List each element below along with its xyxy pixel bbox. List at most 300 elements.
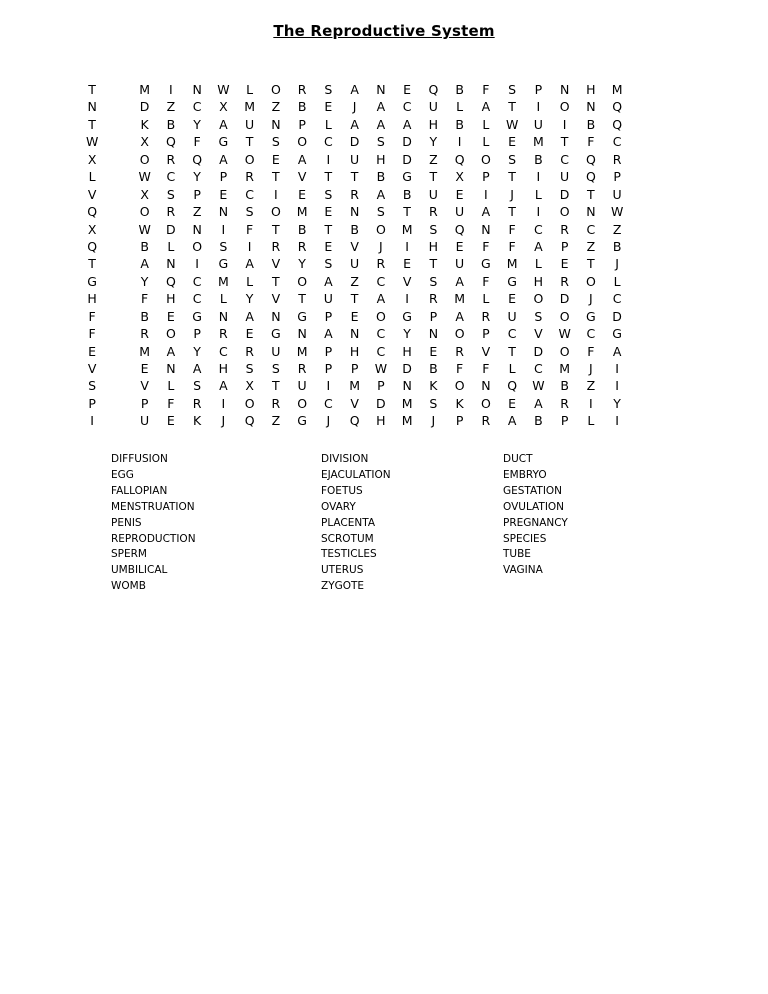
grid-letter[interactable]: W xyxy=(217,82,230,97)
grid-letter[interactable]: Z xyxy=(271,413,281,429)
grid-letter[interactable]: V xyxy=(271,256,281,272)
grid-letter[interactable]: M xyxy=(244,99,256,115)
grid-letter[interactable]: P xyxy=(613,169,621,185)
grid-letter[interactable]: P xyxy=(377,378,385,394)
grid-letter[interactable]: A xyxy=(192,361,202,376)
grid-letter[interactable]: B xyxy=(166,116,176,132)
grid-letter[interactable]: O xyxy=(559,99,570,115)
grid-letter[interactable]: A xyxy=(612,343,622,359)
grid-letter[interactable]: C xyxy=(324,395,333,411)
grid-letter[interactable]: E xyxy=(429,343,438,359)
grid-letter[interactable]: A xyxy=(219,378,228,394)
grid-letter[interactable]: L xyxy=(219,291,227,307)
grid-letter[interactable]: B xyxy=(376,169,386,185)
grid-letter[interactable]: S xyxy=(324,256,333,272)
grid-letter[interactable]: X xyxy=(219,99,228,115)
grid-letter[interactable]: M xyxy=(296,204,308,220)
grid-letter[interactable]: T xyxy=(88,116,96,132)
grid-letter[interactable]: H xyxy=(376,413,386,429)
grid-letter[interactable]: V xyxy=(481,343,491,359)
grid-letter[interactable]: B xyxy=(140,308,149,324)
grid-letter[interactable]: M xyxy=(139,343,151,359)
grid-letter[interactable]: E xyxy=(324,99,333,115)
grid-letter[interactable]: X xyxy=(87,151,97,167)
grid-letter[interactable]: S xyxy=(324,82,333,97)
grid-letter[interactable]: L xyxy=(508,361,516,376)
grid-letter[interactable]: F xyxy=(246,221,254,237)
grid-letter[interactable]: E xyxy=(508,395,517,411)
grid-letter[interactable]: M xyxy=(401,413,413,429)
grid-letter[interactable]: S xyxy=(429,221,438,237)
grid-letter[interactable]: I xyxy=(247,238,252,254)
grid-letter[interactable]: L xyxy=(587,413,595,429)
grid-letter[interactable]: B xyxy=(350,221,359,237)
grid-letter[interactable]: H xyxy=(218,361,229,376)
grid-letter[interactable]: V xyxy=(271,291,281,307)
grid-letter[interactable]: O xyxy=(139,151,150,167)
grid-letter[interactable]: A xyxy=(402,116,412,132)
grid-letter[interactable]: S xyxy=(429,395,438,411)
grid-letter[interactable]: R xyxy=(560,221,569,237)
grid-letter[interactable]: S xyxy=(376,204,385,220)
grid-letter[interactable]: I xyxy=(221,221,226,237)
grid-letter[interactable]: U xyxy=(245,116,255,132)
grid-letter[interactable]: R xyxy=(271,395,281,411)
grid-letter[interactable]: T xyxy=(272,273,280,289)
grid-letter[interactable]: T xyxy=(88,256,96,272)
grid-letter[interactable]: I xyxy=(169,82,173,97)
grid-letter[interactable]: G xyxy=(586,308,596,324)
grid-letter[interactable]: T xyxy=(508,99,516,115)
grid-letter[interactable]: S xyxy=(271,134,280,150)
grid-letter[interactable]: I xyxy=(484,186,488,202)
grid-letter[interactable]: M xyxy=(296,343,308,359)
grid-letter[interactable]: O xyxy=(375,308,386,324)
grid-letter[interactable]: A xyxy=(376,291,386,307)
grid-letter[interactable]: E xyxy=(166,413,175,429)
grid-letter[interactable]: I xyxy=(195,256,199,272)
grid-letter[interactable]: T xyxy=(508,204,516,220)
grid-letter[interactable]: T xyxy=(429,256,438,272)
grid-letter[interactable]: F xyxy=(508,221,516,237)
grid-letter[interactable]: S xyxy=(245,204,254,220)
grid-letter[interactable]: F xyxy=(88,308,96,324)
grid-letter[interactable]: F xyxy=(482,82,490,97)
grid-letter[interactable]: E xyxy=(298,186,307,202)
grid-letter[interactable]: S xyxy=(88,378,97,394)
grid-letter[interactable]: R xyxy=(481,413,491,429)
grid-letter[interactable]: H xyxy=(349,343,360,359)
grid-letter[interactable]: D xyxy=(349,134,360,150)
grid-letter[interactable]: A xyxy=(140,256,149,272)
grid-letter[interactable]: E xyxy=(508,134,517,150)
grid-letter[interactable]: C xyxy=(376,273,386,289)
grid-letter[interactable]: R xyxy=(271,238,281,254)
grid-letter[interactable]: P xyxy=(193,326,201,342)
grid-letter[interactable]: G xyxy=(192,308,202,324)
grid-letter[interactable]: S xyxy=(376,134,385,150)
grid-letter[interactable]: A xyxy=(376,116,386,132)
grid-letter[interactable]: J xyxy=(379,238,383,254)
grid-letter[interactable]: U xyxy=(428,99,438,115)
grid-letter[interactable]: I xyxy=(326,378,331,394)
grid-letter[interactable]: M xyxy=(532,134,544,150)
grid-letter[interactable]: I xyxy=(536,169,541,185)
grid-letter[interactable]: J xyxy=(352,99,357,115)
grid-letter[interactable]: Y xyxy=(403,326,411,342)
grid-letter[interactable]: M xyxy=(454,291,466,307)
grid-letter[interactable]: R xyxy=(612,151,622,167)
grid-letter[interactable]: Q xyxy=(507,378,518,394)
grid-letter[interactable]: R xyxy=(245,343,254,359)
grid-letter[interactable]: I xyxy=(615,378,619,394)
grid-letter[interactable]: G xyxy=(87,273,97,289)
grid-letter[interactable]: E xyxy=(508,291,517,307)
grid-letter[interactable]: Y xyxy=(245,291,254,307)
grid-letter[interactable]: A xyxy=(324,273,333,289)
grid-letter[interactable]: N xyxy=(271,308,281,324)
grid-letter[interactable]: P xyxy=(193,186,201,202)
grid-letter[interactable]: J xyxy=(221,413,226,429)
grid-letter[interactable]: G xyxy=(297,413,307,429)
grid-letter[interactable]: E xyxy=(455,238,464,254)
grid-letter[interactable]: O xyxy=(480,395,491,411)
grid-letter[interactable]: L xyxy=(534,186,542,202)
grid-letter[interactable]: J xyxy=(615,256,619,272)
grid-letter[interactable]: R xyxy=(560,395,569,411)
grid-letter[interactable]: G xyxy=(402,169,412,185)
grid-letter[interactable]: W xyxy=(505,116,519,132)
grid-letter[interactable]: A xyxy=(376,99,386,115)
grid-letter[interactable]: L xyxy=(482,116,490,132)
grid-letter[interactable]: U xyxy=(350,256,360,272)
grid-letter[interactable]: L xyxy=(246,82,254,97)
grid-letter[interactable]: Z xyxy=(586,378,596,394)
grid-letter[interactable]: W xyxy=(85,134,99,150)
grid-letter[interactable]: I xyxy=(405,238,409,254)
grid-letter[interactable]: H xyxy=(402,343,412,359)
grid-letter[interactable]: P xyxy=(88,395,96,411)
grid-letter[interactable]: U xyxy=(428,186,438,202)
grid-letter[interactable]: R xyxy=(140,326,149,342)
grid-letter[interactable]: C xyxy=(534,221,543,237)
grid-letter[interactable]: S xyxy=(324,186,333,202)
grid-letter[interactable]: F xyxy=(482,238,490,254)
grid-letter[interactable]: F xyxy=(508,238,516,254)
grid-letter[interactable]: R xyxy=(560,273,569,289)
grid-letter[interactable]: C xyxy=(219,343,228,359)
grid-letter[interactable]: E xyxy=(324,204,333,220)
grid-letter[interactable]: U xyxy=(323,291,333,307)
grid-letter[interactable]: A xyxy=(534,238,543,254)
grid-letter[interactable]: I xyxy=(457,134,462,150)
grid-letter[interactable]: W xyxy=(374,361,388,376)
grid-letter[interactable]: L xyxy=(534,256,542,272)
grid-letter[interactable]: V xyxy=(534,326,543,342)
grid-letter[interactable]: I xyxy=(562,116,567,132)
grid-letter[interactable]: Q xyxy=(612,116,623,132)
grid-letter[interactable]: T xyxy=(324,169,333,185)
grid-letter[interactable]: D xyxy=(533,343,544,359)
grid-letter[interactable]: N xyxy=(428,326,439,342)
grid-letter[interactable]: O xyxy=(297,134,308,150)
grid-letter[interactable]: V xyxy=(297,169,307,185)
grid-letter[interactable]: N xyxy=(166,256,176,272)
grid-letter[interactable]: N xyxy=(481,221,491,237)
grid-letter[interactable]: O xyxy=(244,151,255,167)
grid-letter[interactable]: G xyxy=(612,326,622,342)
word-search-grid[interactable] xyxy=(79,81,630,430)
grid-letter[interactable]: C xyxy=(586,326,596,342)
grid-letter[interactable]: H xyxy=(428,116,439,132)
grid-letter[interactable]: L xyxy=(167,378,175,394)
grid-letter[interactable]: P xyxy=(324,308,333,324)
grid-letter[interactable]: D xyxy=(612,308,622,324)
grid-letter[interactable]: N xyxy=(297,326,307,342)
grid-letter[interactable]: E xyxy=(403,256,412,272)
grid-letter[interactable]: C xyxy=(402,99,412,115)
grid-letter[interactable]: W xyxy=(610,204,624,220)
grid-letter[interactable]: P xyxy=(560,238,569,254)
grid-letter[interactable]: N xyxy=(166,361,176,376)
grid-letter[interactable]: D xyxy=(402,151,412,167)
grid-letter[interactable]: Q xyxy=(612,99,623,115)
grid-letter[interactable]: P xyxy=(560,413,569,429)
grid-letter[interactable]: U xyxy=(612,186,622,202)
grid-letter[interactable]: F xyxy=(587,343,595,359)
grid-letter[interactable]: N xyxy=(376,82,386,97)
grid-letter[interactable]: Q xyxy=(585,151,596,167)
grid-letter[interactable]: P xyxy=(324,361,333,376)
grid-letter[interactable]: O xyxy=(585,273,596,289)
grid-letter[interactable]: R xyxy=(192,395,202,411)
grid-letter[interactable]: O xyxy=(375,221,386,237)
grid-letter[interactable]: O xyxy=(297,273,308,289)
grid-letter[interactable]: P xyxy=(482,169,490,185)
grid-letter[interactable]: Q xyxy=(192,151,203,167)
grid-letter[interactable]: T xyxy=(272,169,280,185)
grid-letter[interactable]: N xyxy=(218,204,229,220)
grid-letter[interactable]: N xyxy=(586,99,596,115)
grid-letter[interactable]: A xyxy=(350,116,359,132)
grid-letter[interactable]: H xyxy=(87,291,97,307)
grid-letter[interactable]: I xyxy=(536,99,541,115)
grid-letter[interactable]: P xyxy=(324,343,333,359)
grid-letter[interactable]: L xyxy=(482,134,490,150)
grid-letter[interactable]: J xyxy=(431,413,436,429)
grid-letter[interactable]: F xyxy=(482,361,490,376)
grid-letter[interactable]: Q xyxy=(244,413,255,429)
grid-letter[interactable]: Z xyxy=(586,238,596,254)
grid-letter[interactable]: C xyxy=(560,151,569,167)
grid-letter[interactable]: K xyxy=(429,378,438,394)
grid-letter[interactable]: A xyxy=(481,99,491,115)
grid-letter[interactable]: A xyxy=(376,186,386,202)
grid-letter[interactable]: M xyxy=(139,82,151,97)
grid-letter[interactable]: C xyxy=(192,99,202,115)
grid-letter[interactable]: T xyxy=(560,134,569,150)
grid-letter[interactable]: B xyxy=(429,361,438,376)
grid-letter[interactable]: C xyxy=(192,291,202,307)
grid-letter[interactable]: R xyxy=(166,204,176,220)
grid-letter[interactable]: R xyxy=(350,186,359,202)
grid-letter[interactable]: R xyxy=(297,361,307,376)
grid-letter[interactable]: B xyxy=(560,378,569,394)
grid-letter[interactable]: T xyxy=(88,82,96,97)
grid-letter[interactable]: L xyxy=(482,291,490,307)
grid-letter[interactable]: T xyxy=(587,256,595,272)
grid-letter[interactable]: O xyxy=(297,395,308,411)
grid-letter[interactable]: N xyxy=(559,82,570,97)
grid-letter[interactable]: A xyxy=(455,273,464,289)
grid-letter[interactable]: S xyxy=(508,151,517,167)
grid-letter[interactable]: I xyxy=(274,186,278,202)
grid-letter[interactable]: C xyxy=(324,134,333,150)
grid-letter[interactable]: L xyxy=(167,238,175,254)
grid-letter[interactable]: N xyxy=(481,378,491,394)
grid-letter[interactable]: M xyxy=(349,378,361,394)
grid-letter[interactable]: S xyxy=(219,238,228,254)
grid-letter[interactable]: A xyxy=(534,395,543,411)
grid-letter[interactable]: G xyxy=(507,273,517,289)
grid-letter[interactable]: O xyxy=(559,204,570,220)
grid-letter[interactable]: Y xyxy=(429,134,438,150)
grid-letter[interactable]: X xyxy=(245,378,254,394)
grid-letter[interactable]: A xyxy=(350,82,359,97)
grid-letter[interactable]: Y xyxy=(140,273,149,289)
grid-letter[interactable]: S xyxy=(429,273,438,289)
grid-letter[interactable]: N xyxy=(218,308,229,324)
grid-letter[interactable]: O xyxy=(244,395,255,411)
grid-letter[interactable]: E xyxy=(88,343,97,359)
grid-letter[interactable]: F xyxy=(141,291,149,307)
grid-letter[interactable]: A xyxy=(245,308,254,324)
grid-letter[interactable]: O xyxy=(270,204,281,220)
grid-letter[interactable]: N xyxy=(87,99,97,115)
grid-letter[interactable]: C xyxy=(612,291,622,307)
grid-letter[interactable]: R xyxy=(297,238,307,254)
grid-letter[interactable]: T xyxy=(298,291,306,307)
grid-letter[interactable]: Q xyxy=(87,238,98,254)
grid-letter[interactable]: Y xyxy=(193,343,201,359)
grid-letter[interactable]: X xyxy=(455,169,464,185)
grid-letter[interactable]: R xyxy=(481,308,491,324)
grid-letter[interactable]: T xyxy=(272,221,280,237)
grid-letter[interactable]: B xyxy=(402,186,412,202)
grid-letter[interactable]: Q xyxy=(454,151,465,167)
grid-letter[interactable]: B xyxy=(455,82,464,97)
grid-letter[interactable]: G xyxy=(481,256,491,272)
grid-letter[interactable]: Z xyxy=(166,99,176,115)
grid-letter[interactable]: V xyxy=(87,361,97,376)
grid-letter[interactable]: E xyxy=(350,308,359,324)
grid-letter[interactable]: E xyxy=(271,151,280,167)
grid-letter[interactable]: Z xyxy=(271,99,281,115)
grid-letter[interactable]: U xyxy=(507,308,517,324)
grid-letter[interactable]: R xyxy=(429,291,438,307)
grid-letter[interactable]: T xyxy=(587,186,595,202)
grid-letter[interactable]: E xyxy=(166,308,175,324)
grid-letter[interactable]: Z xyxy=(350,273,359,289)
grid-letter[interactable]: O xyxy=(559,343,570,359)
grid-letter[interactable]: B xyxy=(297,221,307,237)
grid-letter[interactable]: T xyxy=(324,221,333,237)
grid-letter[interactable]: I xyxy=(536,204,541,220)
grid-letter[interactable]: M xyxy=(559,361,571,376)
grid-letter[interactable]: W xyxy=(532,378,545,394)
grid-letter[interactable]: F xyxy=(587,134,595,150)
grid-letter[interactable]: D xyxy=(402,134,412,150)
grid-letter[interactable]: S xyxy=(166,186,175,202)
grid-letter[interactable]: E xyxy=(219,186,228,202)
grid-letter[interactable]: E xyxy=(455,186,464,202)
grid-letter[interactable]: F xyxy=(88,326,96,342)
grid-letter[interactable]: O xyxy=(454,378,465,394)
grid-letter[interactable]: Q xyxy=(165,273,176,289)
grid-letter[interactable]: C xyxy=(376,343,386,359)
grid-letter[interactable]: L xyxy=(456,99,464,115)
grid-letter[interactable]: H xyxy=(376,151,386,167)
grid-letter[interactable]: I xyxy=(90,413,94,429)
grid-letter[interactable]: Y xyxy=(298,256,306,272)
grid-letter[interactable]: I xyxy=(615,361,619,376)
grid-letter[interactable]: L xyxy=(88,169,96,185)
grid-letter[interactable]: H xyxy=(166,291,176,307)
grid-letter[interactable]: O xyxy=(165,326,176,342)
grid-letter[interactable]: Q xyxy=(454,221,465,237)
grid-letter[interactable]: M xyxy=(611,82,623,97)
grid-letter[interactable]: E xyxy=(403,82,412,97)
grid-letter[interactable]: U xyxy=(140,413,150,429)
grid-letter[interactable]: U xyxy=(455,204,465,220)
grid-letter[interactable]: W xyxy=(138,169,151,185)
grid-letter[interactable]: N xyxy=(349,326,360,342)
grid-letter[interactable]: D xyxy=(166,221,176,237)
grid-letter[interactable]: P xyxy=(482,326,490,342)
grid-letter[interactable]: B xyxy=(612,238,622,254)
grid-letter[interactable]: U xyxy=(455,256,465,272)
grid-letter[interactable]: G xyxy=(402,308,412,324)
grid-letter[interactable]: Y xyxy=(193,169,201,185)
grid-letter[interactable]: O xyxy=(270,82,281,97)
grid-letter[interactable]: Q xyxy=(165,134,176,150)
grid-letter[interactable]: A xyxy=(219,151,228,167)
grid-letter[interactable]: T xyxy=(350,291,359,307)
grid-letter[interactable]: Z xyxy=(192,204,202,220)
grid-letter[interactable]: U xyxy=(533,116,543,132)
grid-letter[interactable]: R xyxy=(166,151,176,167)
grid-letter[interactable]: I xyxy=(405,291,409,307)
grid-letter[interactable]: B xyxy=(586,116,596,132)
grid-letter[interactable]: I xyxy=(589,395,593,411)
grid-letter[interactable]: T xyxy=(245,134,254,150)
grid-letter[interactable]: M xyxy=(401,395,413,411)
grid-letter[interactable]: D xyxy=(402,361,412,376)
grid-letter[interactable]: K xyxy=(455,395,464,411)
grid-letter[interactable]: A xyxy=(455,308,464,324)
grid-letter[interactable]: O xyxy=(139,204,150,220)
grid-letter[interactable]: L xyxy=(324,116,332,132)
grid-letter[interactable]: Y xyxy=(613,395,621,411)
grid-letter[interactable]: P xyxy=(298,116,306,132)
grid-letter[interactable]: E xyxy=(140,361,149,376)
grid-letter[interactable]: O xyxy=(480,151,491,167)
grid-letter[interactable]: A xyxy=(507,413,517,429)
grid-letter[interactable]: B xyxy=(534,151,543,167)
grid-letter[interactable]: X xyxy=(87,221,97,237)
grid-letter[interactable]: P xyxy=(140,395,149,411)
grid-letter[interactable]: H xyxy=(586,82,596,97)
